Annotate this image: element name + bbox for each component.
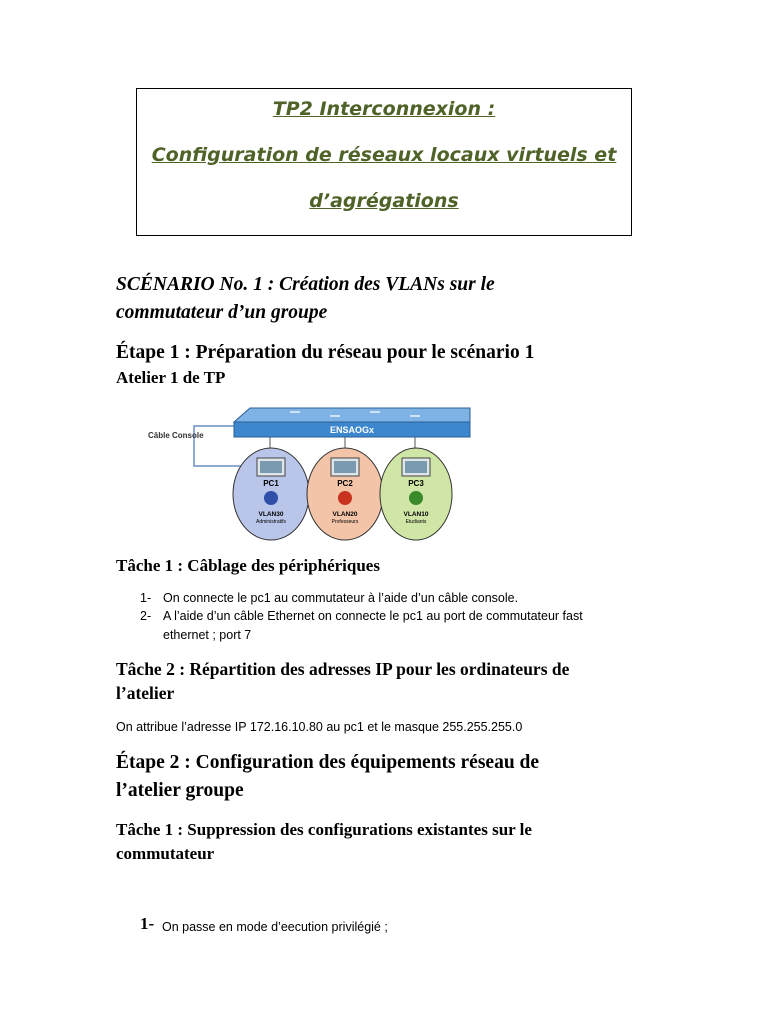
switch-label: ENSAOGx <box>329 425 375 435</box>
pc1-group <box>233 448 309 540</box>
switch <box>234 408 470 437</box>
pc2-group <box>307 448 383 540</box>
scenario-line-1: SCÉNARIO No. 1 : Création des VLANs sur le <box>116 274 495 295</box>
pc1-role: Administratifs <box>255 519 287 525</box>
etape1-subheading: Atelier 1 de TP <box>116 368 226 387</box>
pc3-role: Etudiants <box>405 519 427 525</box>
title-line-2: Configuration de réseaux locaux virtuels et <box>151 144 617 166</box>
pc1-vlan: VLAN30 <box>258 511 284 518</box>
etape1-heading: Étape 1 : Préparation du réseau pour le scénario 1 <box>116 342 535 363</box>
tache1b-heading <box>116 818 736 866</box>
tache2-line-2: l’atelier <box>116 683 175 703</box>
scenario-heading <box>116 271 716 327</box>
tache1-heading: Tâche 1 : Câblage des périphériques <box>116 556 380 575</box>
tache1-item-1-text: On connecte le pc1 au commutateur à l’aide d’un câble console. <box>163 591 519 605</box>
etape2-heading <box>116 749 736 805</box>
pc2-role: Professeurs <box>331 519 359 525</box>
tache1-item-2 <box>140 607 620 647</box>
network-diagram <box>140 398 480 546</box>
title-box <box>136 88 632 236</box>
tache2-line-1: Tâche 2 : Répartition des adresses IP pour les ordinateurs de <box>116 659 570 679</box>
tache2-body: On attribue l’adresse IP 172.16.10.80 au pc1 et le masque 255.255.255.0 <box>116 720 523 734</box>
tache1b-line-2: commutateur <box>116 844 215 863</box>
tache1-item-1-num: 1- <box>140 591 152 605</box>
title-line-3: d’agrégations <box>309 190 459 212</box>
tache2-heading <box>116 657 736 705</box>
step1-num: 1- <box>140 914 155 933</box>
etape2-line-1: Étape 2 : Configuration des équipements réseau de <box>116 752 540 773</box>
pc1-label: PC1 <box>263 479 279 488</box>
pc3-label: PC3 <box>408 479 424 488</box>
tache1-item-2-text-cont: ethernet ; port 7 <box>163 628 252 642</box>
tache1b-line-1: Tâche 1 : Suppression des configurations existantes sur le <box>116 820 532 839</box>
tache1-item-2-text: A l’aide d’un câble Ethernet on connecte le pc1 au port de commutateur fast <box>163 609 583 623</box>
step1 <box>140 914 640 938</box>
tache1-item-2-num: 2- <box>140 609 152 623</box>
scenario-line-2: commutateur d’un groupe <box>116 302 328 323</box>
step1-text: On passe en mode d’eecution privilégié ; <box>162 920 388 934</box>
pc2-label: PC2 <box>337 479 353 488</box>
pc3-group <box>380 448 452 540</box>
title-line-1: TP2 Interconnexion : <box>272 98 496 120</box>
pc3-vlan: VLAN10 <box>403 511 429 518</box>
etape2-line-2: l’atelier groupe <box>116 780 244 801</box>
console-label: Câble Console <box>148 431 204 440</box>
pc2-vlan: VLAN20 <box>332 511 358 518</box>
